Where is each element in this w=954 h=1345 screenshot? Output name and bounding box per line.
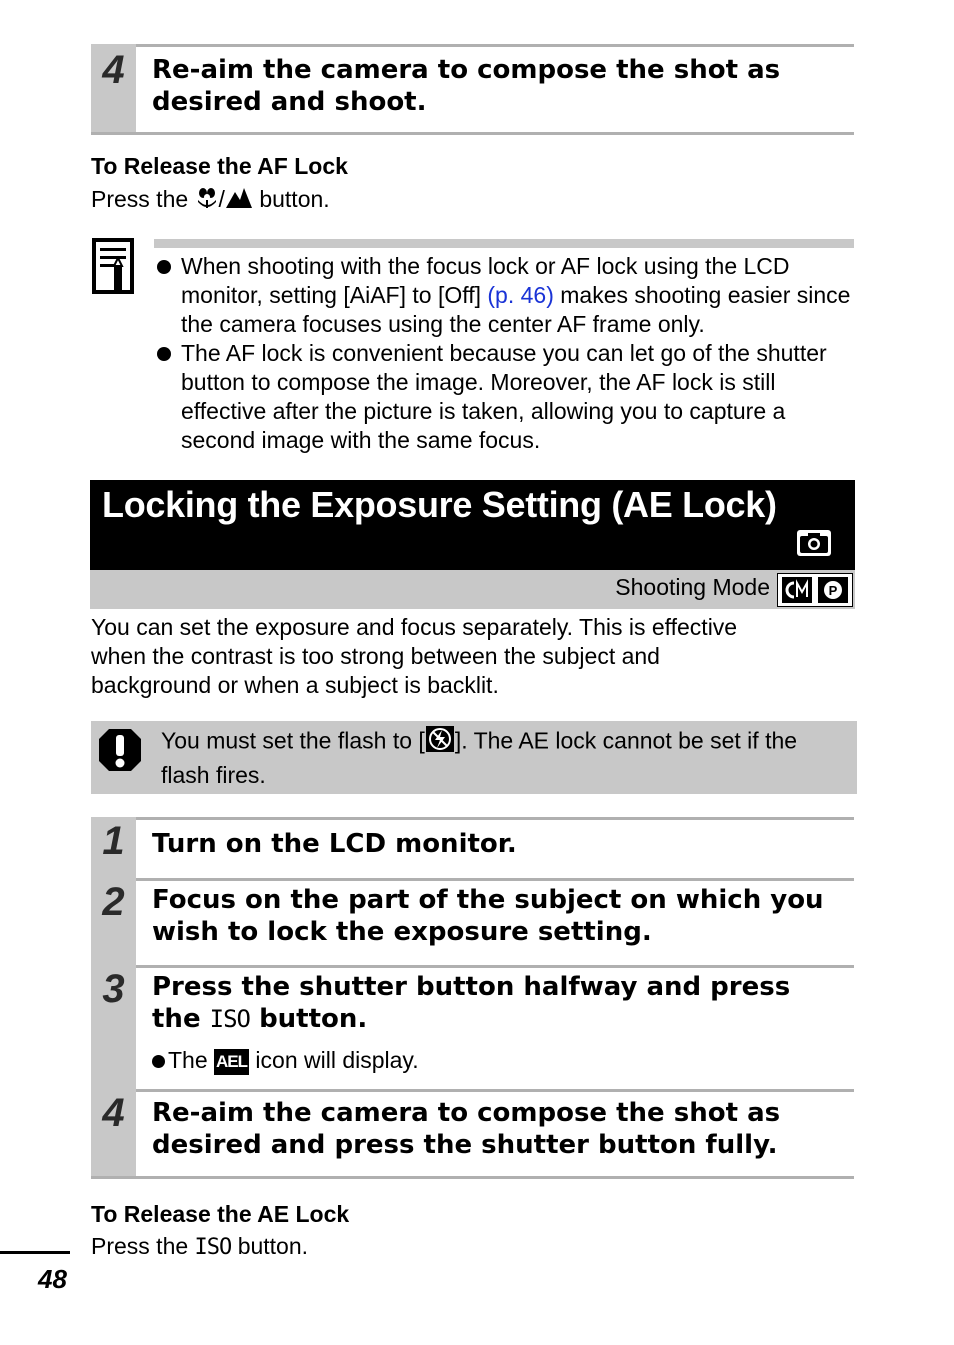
step-1 — [91, 817, 854, 879]
iso-button-label: ISO — [209, 1005, 250, 1033]
divider — [91, 44, 854, 47]
section-title: Locking the Exposure Setting (AE Lock) — [102, 484, 777, 525]
step-number: 2 — [102, 880, 125, 924]
divider — [91, 817, 854, 820]
manual-mode-icon — [782, 577, 812, 603]
infinity-mountain-icon — [225, 186, 253, 216]
step-number: 4 — [102, 48, 125, 92]
step-text: Focus on the part of the subject on which you wish to lock the exposure setting. — [152, 885, 824, 947]
step-text: Re-aim the camera to compose the shot as desired and press the shutter button fully. — [152, 1098, 781, 1160]
section-header — [90, 480, 855, 570]
caution-text: You must set the flash to [ ]. The AE lock cannot be set if the flash fires. — [161, 725, 841, 790]
camera-icon — [797, 530, 831, 556]
step-number: 3 — [102, 967, 125, 1011]
iso-button-label: ISO — [194, 1235, 232, 1260]
divider — [91, 1176, 854, 1179]
intro-line: when the contrast is too strong between the subject and — [91, 643, 660, 669]
page-number-rule — [0, 1251, 70, 1254]
step-2 — [91, 878, 854, 966]
svg-text:P: P — [828, 583, 838, 598]
shooting-mode-bar — [90, 570, 855, 609]
divider — [91, 132, 854, 135]
bullet — [152, 1055, 165, 1068]
note-list — [154, 252, 854, 455]
ael-icon: AEL — [214, 1049, 249, 1075]
page-number: 48 — [38, 1264, 67, 1294]
macro-icon — [195, 186, 219, 216]
step-text: Re-aim the camera to compose the shot as desired and shoot. — [152, 55, 781, 117]
shooting-mode-label: Shooting Mode — [615, 574, 770, 600]
intro-line: You can set the exposure and focus separately. This is effective — [91, 614, 738, 640]
step-number: 4 — [102, 1091, 125, 1135]
ae-release-heading: To Release the AE Lock — [91, 1201, 350, 1227]
step-4-top — [91, 44, 854, 135]
af-release-text: Press the / button. — [91, 186, 330, 216]
step-3 — [91, 965, 854, 1090]
memo-icon — [92, 238, 136, 301]
step-4 — [91, 1089, 854, 1179]
note-item: When shooting with the focus lock or AF lock using the LCD monitor, setting [AiAF] to [Off] (p. 46) makes shooting easier since the camera focuses using the center AF frame only. — [154, 252, 854, 339]
divider — [91, 965, 854, 968]
note-header-bar — [154, 239, 854, 248]
ae-release-text: Press the ISO button. — [91, 1233, 309, 1260]
flash-off-icon — [425, 725, 455, 760]
page-reference-link[interactable]: (p. 46) — [487, 282, 554, 308]
mode-icons — [777, 573, 853, 607]
caution-icon — [97, 727, 143, 778]
divider — [91, 1089, 854, 1092]
step-sub-text: The AEL icon will display. — [152, 1046, 419, 1075]
caution-box — [91, 721, 857, 794]
step-number: 1 — [102, 819, 125, 863]
divider — [91, 878, 854, 881]
custom-scene-icon — [818, 577, 848, 603]
step-text: Press the shutter button halfway and press the ISO button. — [152, 972, 791, 1034]
af-release-heading: To Release the AF Lock — [91, 153, 348, 179]
step-text: Turn on the LCD monitor. — [152, 829, 517, 859]
intro-line: background or when a subject is backlit. — [91, 672, 499, 698]
note-item: The AF lock is convenient because you can let go of the shutter button to compose the image. Moreover, the AF lock is still effective after the picture is taken, allowing you to capture a second image with the same focus. — [154, 339, 854, 455]
